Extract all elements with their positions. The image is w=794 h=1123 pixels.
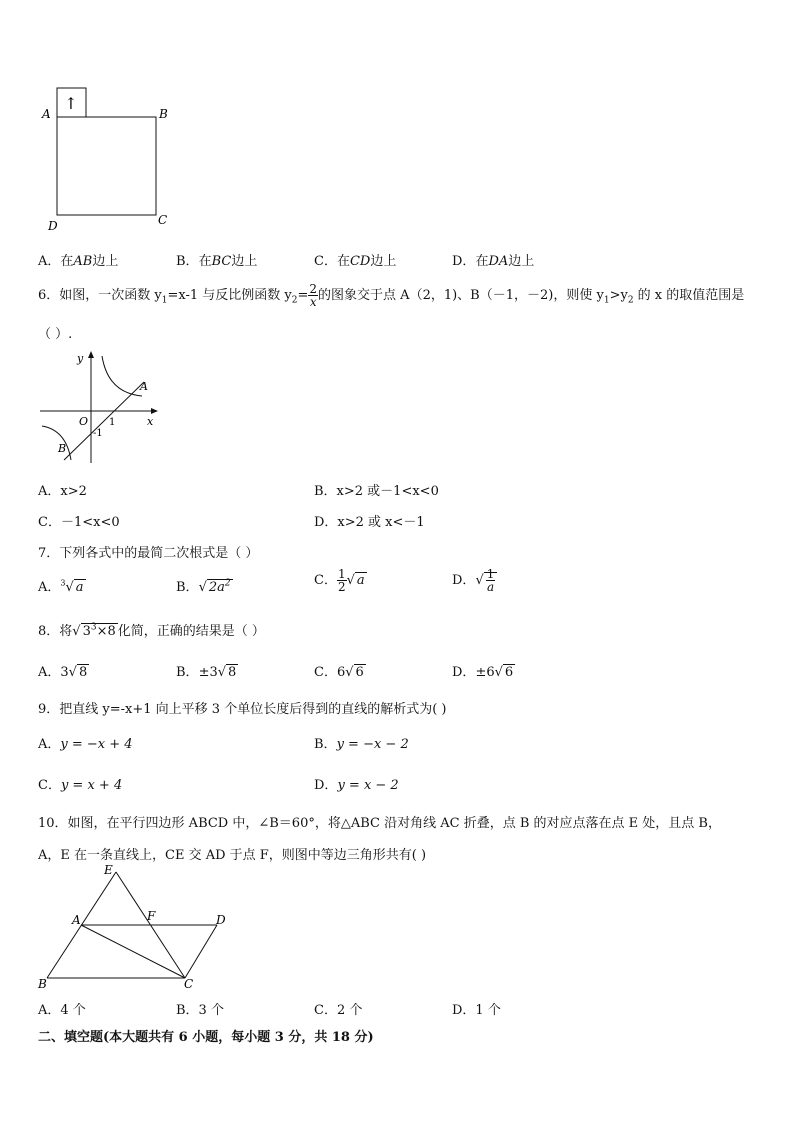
y-axis-arrow-icon [88,351,94,358]
q7-option-b[interactable]: B．√ $2a^2$ [176,578,231,595]
q10-option-c[interactable]: C．2 个 [314,1003,363,1018]
q9-option-b[interactable]: B．y = −x − 2 [314,737,409,752]
q10-option-d[interactable]: D．1 个 [452,1003,501,1018]
label-f: F [147,909,156,923]
q7-option-a[interactable]: A．$^3$√ a [38,578,84,595]
point-b-label: B [58,442,67,455]
origin-label: O [79,415,89,428]
label-a: A [72,913,81,927]
q5-option-d[interactable]: D．在DA边上 [452,254,535,269]
label-e: E [104,863,113,877]
q10-option-b[interactable]: B．3 个 [176,1003,224,1018]
big-square [57,117,156,215]
segment-a-c [81,925,185,978]
q8-option-c[interactable]: C．6√ 6 [314,665,364,680]
q6-stem-line2: （ ）. [38,327,73,342]
arrow-up-icon: ↑ [64,94,78,113]
q6-stem: 6．如图，一次函数 $y_1=x-1$ 与反比例函数 $y_2=$ $\frac{2}{x}$ 的图象交于点 A（2，1)、B（－1，－2)，则使 $y_1>y_2$ 的 x 的取值范围是 [38,282,745,309]
segment-d-c [185,925,217,978]
label-d: D [48,219,58,233]
q10-stem-line2: A，E 在一条直线上，CE 交 AD 于点 F，则图中等边三角形共有( ) [38,848,427,863]
q5-option-c[interactable]: C．在CD边上 [314,254,397,269]
q7-option-d[interactable]: D．√ $\frac{1}{a}$ [452,568,497,593]
q5-option-b[interactable]: B．在BC边上 [176,254,258,269]
tick-1-label: 1 [109,417,116,428]
q9-stem: 9．把直线 y=-x+1 向上平移 3 个单位长度后得到的直线的解析式为( ) [38,702,447,717]
x-axis-arrow-icon [151,408,158,414]
q6-option-b[interactable]: B．x>2 或－1<x<0 [314,484,439,499]
q9-option-d[interactable]: D．y = x − 2 [314,778,399,793]
q5-option-a[interactable]: A．在AB边上 [38,254,119,269]
q9-option-a[interactable]: A．y = −x + 4 [38,737,133,752]
q9-option-c[interactable]: C．y = x + 4 [38,778,123,793]
q6-graph [36,348,166,468]
q6-option-a[interactable]: A．x>2 [38,484,87,499]
label-b: B [38,977,47,991]
q8-option-d[interactable]: D．±6√ 6 [452,665,514,680]
square-figure [38,84,178,234]
q10-stem-line1: 10．如图，在平行四边形 ABCD 中，∠B＝60°，将△ABC 沿对角线 AC 折叠，点 B 的对应点落在点 E 处，且点 B， [38,816,721,831]
parallelogram-figure [36,862,236,992]
q6-option-c[interactable]: C．－1<x<0 [38,515,120,530]
point-a-label: A [140,380,148,393]
q6-option-d[interactable]: D．x>2 或 x<－1 [314,515,425,530]
q8-stem: 8．将√ $3^3\times 8$ 化简，正确的结果是（ ） [38,622,265,639]
label-d: D [216,913,226,927]
label-a: A [42,107,51,121]
label-c: C [158,213,168,227]
section-heading: 二、填空题(本大题共有 6 小题，每小题 3 分，共 18 分) [38,1030,374,1045]
q8-option-b[interactable]: B．±3√ 8 [176,665,237,680]
q8-option-a[interactable]: A．3√ 8 [38,665,88,680]
hyperbola-branch-3 [42,426,71,460]
q7-option-c[interactable]: C． $\frac{1}{2}$ √ a [314,567,365,594]
tick-neg1-label: -1 [93,428,103,439]
q10-option-a[interactable]: A．4 个 [38,1003,86,1018]
label-c: C [184,977,194,991]
x-axis-label: x [147,415,154,428]
label-b: B [159,107,168,121]
q7-stem: 7．下列各式中的最简二次根式是（ ） [38,546,259,561]
y-axis-label: y [77,352,84,365]
